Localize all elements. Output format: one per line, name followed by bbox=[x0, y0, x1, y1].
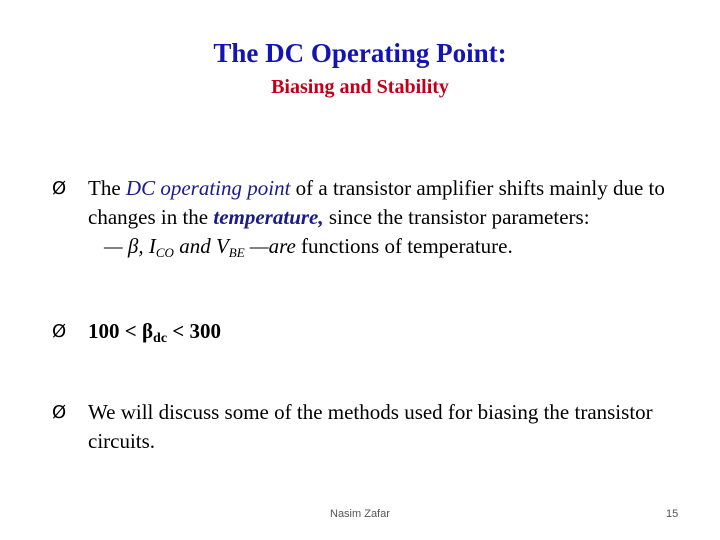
bullet-arrow-icon: Ø bbox=[52, 178, 67, 199]
bullet-3 bbox=[52, 398, 682, 456]
emphasis-temperature: temperature, bbox=[213, 205, 324, 229]
bullet-arrow-icon: Ø bbox=[52, 321, 67, 342]
bullet-1 bbox=[52, 174, 682, 267]
bullet-1-parameters-line: — β, $I_{CO}$ and $V_{BE}$ —are functions of temperature. bbox=[104, 234, 513, 260]
emphasis-dc-operating-point: DC operating point bbox=[125, 176, 291, 200]
slide-title: The DC Operating Point: bbox=[213, 38, 507, 68]
footer-author: Nasim Zafar bbox=[330, 508, 390, 520]
bullet-1-text: The DC operating point of a transistor amplifier shifts mainly due to changes in the temperature, since the transistor parameters: — β, $I_{CO}$ and $V_{BE}$ —are functions of temperature. bbox=[88, 174, 682, 267]
bullet-arrow-icon: Ø bbox=[52, 402, 67, 423]
slide-subtitle: Biasing and Stability bbox=[271, 76, 449, 98]
bullet-2-text: 100 < βdc < 300 bbox=[88, 319, 221, 346]
bullet-3-text: We will discuss some of the methods used for biasing the transistor circuits. bbox=[88, 400, 653, 453]
footer-page-number: 15 bbox=[666, 508, 679, 520]
bullet-2 bbox=[52, 317, 682, 353]
